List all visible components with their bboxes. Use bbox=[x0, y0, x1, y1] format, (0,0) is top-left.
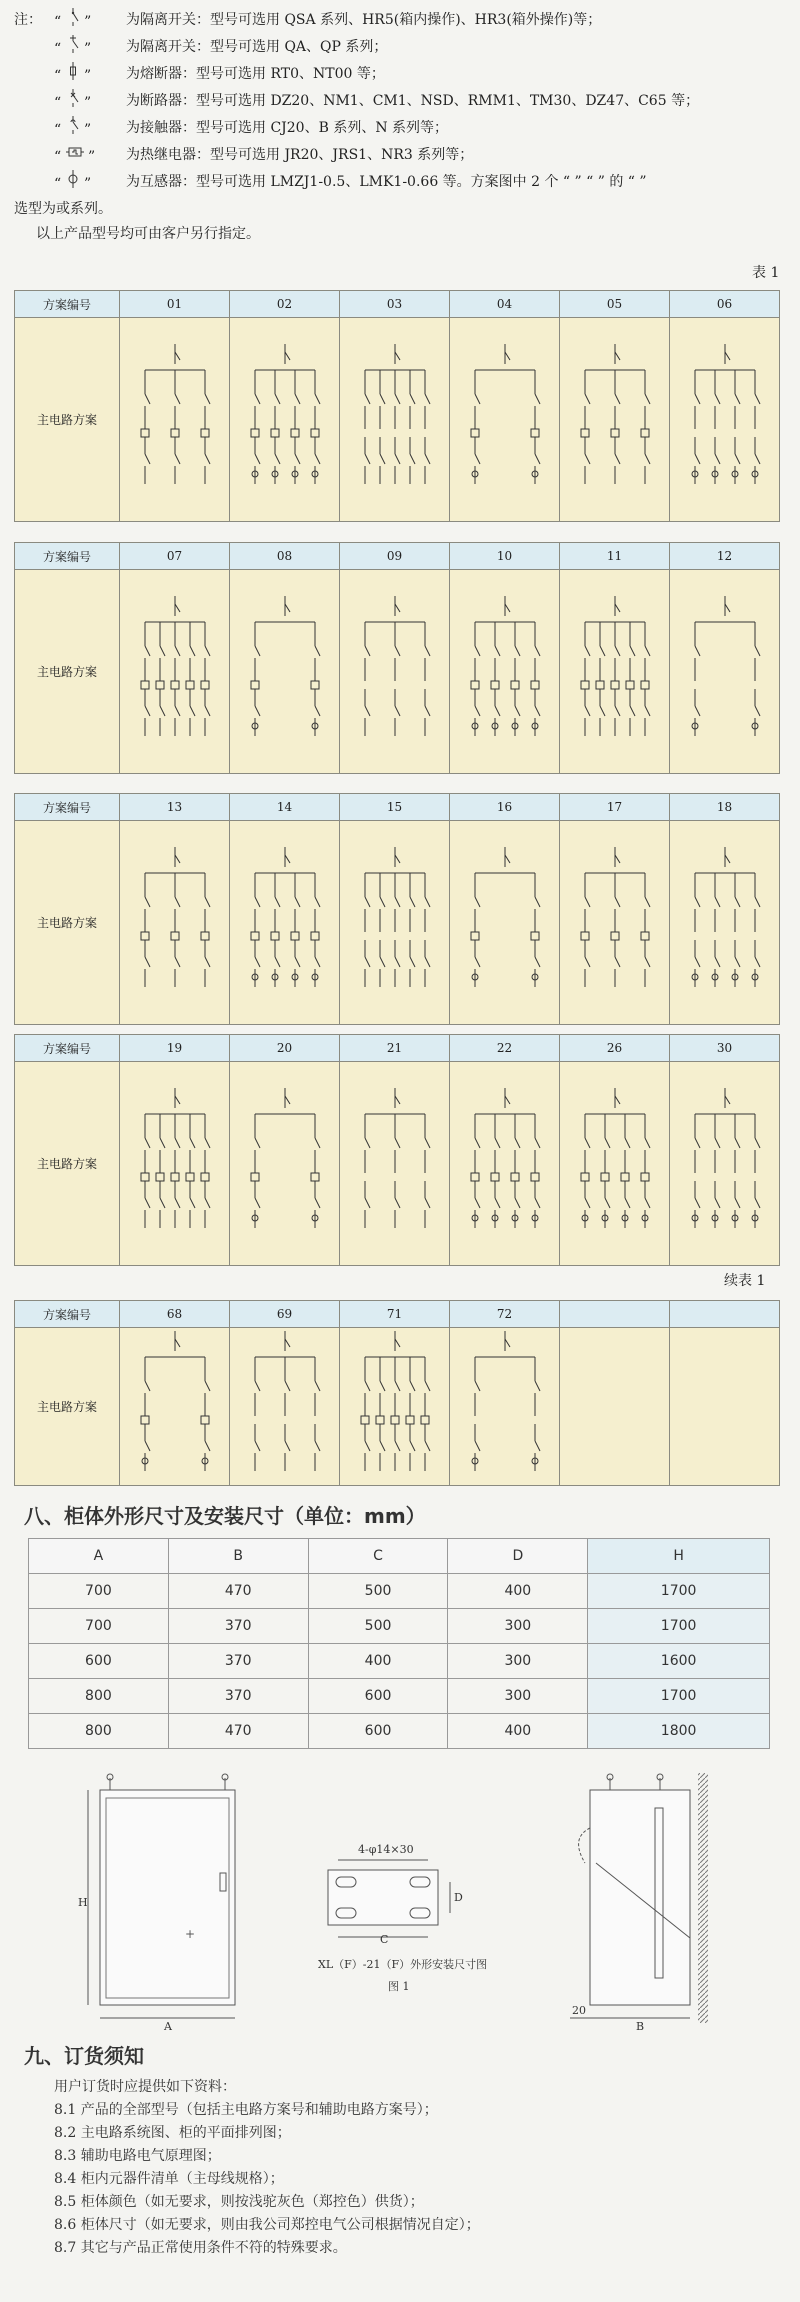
dimension-cell: 1800 bbox=[588, 1714, 770, 1749]
scheme-diagram-cell bbox=[340, 820, 450, 1024]
scheme-table-4 bbox=[14, 1034, 780, 1266]
scheme-code bbox=[560, 1301, 670, 1327]
scheme-diagram-cell bbox=[670, 1327, 779, 1485]
circuit-diagram bbox=[350, 837, 440, 1007]
note-row bbox=[14, 197, 784, 222]
scheme-diagram-cell bbox=[230, 317, 340, 521]
header-c: C bbox=[308, 1539, 448, 1574]
scheme-diagram-cell bbox=[340, 317, 450, 521]
circuit-breaker-icon: “ ” bbox=[54, 95, 92, 111]
note-row bbox=[14, 8, 784, 35]
circuit-diagram bbox=[350, 1078, 440, 1248]
dimension-cell: 400 bbox=[308, 1644, 448, 1679]
circuit-diagram bbox=[570, 334, 660, 504]
order-item: 8.4 柜内元器件清单（主母线规格）； bbox=[54, 2171, 284, 2187]
circuit-diagram bbox=[240, 334, 330, 504]
scheme-code: 16 bbox=[450, 794, 560, 820]
circuit-diagram bbox=[570, 1078, 660, 1248]
scheme-row-label bbox=[15, 1061, 120, 1265]
scheme-body-row bbox=[15, 1327, 779, 1485]
circuit-diagram bbox=[130, 1078, 220, 1248]
scheme-diagram-cell bbox=[340, 569, 450, 773]
scheme-header-label: 方案编号 bbox=[15, 291, 120, 317]
side-view-figure bbox=[560, 1768, 720, 2042]
scheme-header-label: 方案编号 bbox=[15, 1301, 120, 1327]
scheme-code: 68 bbox=[120, 1301, 230, 1327]
dimension-row bbox=[29, 1714, 770, 1749]
order-list bbox=[54, 2076, 480, 2260]
dimension-cell: 300 bbox=[448, 1609, 588, 1644]
dimension-cell: 500 bbox=[308, 1574, 448, 1609]
note-tail-1: 选型为或系列。 bbox=[14, 201, 112, 217]
dimension-row bbox=[29, 1609, 770, 1644]
dim-label-c: C bbox=[380, 1933, 389, 1946]
scheme-diagram-cell bbox=[560, 1327, 670, 1485]
scheme-diagram-cell bbox=[450, 317, 560, 521]
dimension-header-row bbox=[29, 1539, 770, 1574]
order-item: 8.6 柜体尺寸（如无要求，则由我公司郑控电气公司根据情况自定）； bbox=[54, 2217, 480, 2233]
scheme-diagram-cell bbox=[340, 1327, 450, 1485]
fuse-icon: “ ” bbox=[54, 68, 92, 84]
scheme-table-2 bbox=[14, 542, 780, 774]
dimension-cell: 600 bbox=[29, 1644, 169, 1679]
scheme-diagram-cell bbox=[120, 1061, 230, 1265]
scheme-code: 08 bbox=[230, 543, 340, 569]
scheme-code: 01 bbox=[120, 291, 230, 317]
note-row bbox=[14, 222, 784, 247]
scheme-code: 13 bbox=[120, 794, 230, 820]
scheme-code: 06 bbox=[716, 297, 733, 311]
circuit-diagram bbox=[130, 334, 220, 504]
scheme-code: 72 bbox=[450, 1301, 560, 1327]
scheme-diagram-cell bbox=[670, 1061, 779, 1265]
scheme-diagram-cell bbox=[450, 820, 560, 1024]
note-thermal-relay: 为热继电器：型号可选用 JR20、JRS1、NR3 系列等； bbox=[126, 147, 474, 163]
order-item: 8.3 辅助电路电气原理图； bbox=[54, 2148, 221, 2164]
dimension-cell: 700 bbox=[29, 1574, 169, 1609]
scheme-code: 12 bbox=[716, 549, 733, 563]
dimension-cell: 1700 bbox=[588, 1609, 770, 1644]
dimension-cell: 1700 bbox=[588, 1574, 770, 1609]
scheme-diagram-cell bbox=[670, 569, 779, 773]
mounting-plan-figure bbox=[318, 1843, 468, 1949]
note-fuse: 为熔断器：型号可选用 RT0、NT00 等； bbox=[126, 66, 385, 82]
scheme-row-label bbox=[15, 1327, 120, 1485]
dimension-row bbox=[29, 1574, 770, 1609]
scheme-diagram-cell bbox=[450, 569, 560, 773]
scheme-row-label bbox=[15, 569, 120, 773]
dimension-cell: 470 bbox=[168, 1574, 308, 1609]
scheme-code: 17 bbox=[560, 794, 670, 820]
scheme-diagram-cell bbox=[560, 569, 670, 773]
scheme-header-label: 方案编号 bbox=[15, 1035, 120, 1061]
circuit-diagram bbox=[240, 1078, 330, 1248]
scheme-diagram-cell bbox=[230, 1327, 340, 1485]
scheme-code: 14 bbox=[230, 794, 340, 820]
scheme-header-label: 方案编号 bbox=[15, 794, 120, 820]
contactor-icon: “ ” bbox=[54, 122, 92, 138]
note-tail-2: 以上产品型号均可由客户另行指定。 bbox=[36, 226, 260, 242]
note-row bbox=[14, 89, 784, 116]
dimension-cell: 370 bbox=[168, 1644, 308, 1679]
section-8-title: 八、柜体外形尺寸及安装尺寸（单位：mm） bbox=[24, 1504, 426, 1528]
dim-label-h: H bbox=[78, 1896, 88, 1909]
scheme-row-name: 主电路方案 bbox=[36, 664, 97, 679]
scheme-row-label bbox=[15, 820, 120, 1024]
scheme-diagram-cell bbox=[230, 1061, 340, 1265]
scheme-table-1 bbox=[14, 290, 780, 522]
dimension-cell: 370 bbox=[168, 1679, 308, 1714]
scheme-diagram-cell bbox=[120, 569, 230, 773]
scheme-body-row bbox=[15, 1061, 779, 1265]
scheme-diagram-cell bbox=[670, 317, 779, 521]
section-9-title: 九、订货须知 bbox=[24, 2044, 144, 2068]
scheme-diagram-cell bbox=[450, 1061, 560, 1265]
dimension-cell: 800 bbox=[29, 1679, 169, 1714]
scheme-diagram-cell bbox=[560, 317, 670, 521]
scheme-code: 26 bbox=[560, 1035, 670, 1061]
scheme-table-5 bbox=[14, 1300, 780, 1486]
scheme-row-name: 主电路方案 bbox=[36, 1156, 97, 1171]
dimension-cell: 400 bbox=[448, 1574, 588, 1609]
dimension-row bbox=[29, 1644, 770, 1679]
circuit-diagram bbox=[570, 586, 660, 756]
scheme-code: 19 bbox=[120, 1035, 230, 1061]
scheme-code: 69 bbox=[230, 1301, 340, 1327]
dimension-cell: 800 bbox=[29, 1714, 169, 1749]
front-view-figure bbox=[80, 1768, 270, 2042]
notes-block bbox=[14, 8, 784, 247]
dimension-cell: 300 bbox=[448, 1644, 588, 1679]
circuit-diagram bbox=[680, 586, 770, 756]
dimension-row bbox=[29, 1679, 770, 1714]
isolating-switch-icon: “ ” bbox=[54, 8, 126, 35]
dim-label-20: 20 bbox=[572, 2004, 586, 2017]
scheme-row-name: 主电路方案 bbox=[36, 915, 97, 930]
scheme-code: 03 bbox=[340, 291, 450, 317]
dimension-cell: 1600 bbox=[588, 1644, 770, 1679]
scheme-diagram-cell bbox=[560, 820, 670, 1024]
note-row bbox=[14, 62, 784, 89]
order-item: 8.2 主电路系统图、柜的平面排列图； bbox=[54, 2125, 291, 2141]
scheme-body-row bbox=[15, 569, 779, 773]
scheme-diagram-cell bbox=[560, 1061, 670, 1265]
circuit-diagram bbox=[130, 1321, 220, 1491]
scheme-diagram-cell bbox=[450, 1327, 560, 1485]
dimension-cell: 700 bbox=[29, 1609, 169, 1644]
circuit-diagram bbox=[460, 837, 550, 1007]
note-row bbox=[14, 116, 784, 143]
circuit-diagram bbox=[460, 1321, 550, 1491]
order-item: 8.5 柜体颜色（如无要求，则按浅驼灰色（郑控色）供货）； bbox=[54, 2194, 424, 2210]
note-circuit-breaker: 为断路器：型号可选用 DZ20、NM1、CM1、NSD、RMM1、TM30、DZ47、C65 等； bbox=[126, 93, 700, 109]
dimension-cell: 600 bbox=[308, 1714, 448, 1749]
scheme-code bbox=[670, 1301, 779, 1327]
scheme-header-row bbox=[15, 1035, 779, 1062]
scheme-header-row bbox=[15, 291, 779, 318]
thermal-relay-icon: “ ” bbox=[54, 149, 96, 165]
note-row bbox=[14, 143, 784, 170]
scheme-diagram-cell bbox=[230, 569, 340, 773]
header-a: A bbox=[29, 1539, 169, 1574]
dim-label-d: D bbox=[454, 1891, 463, 1904]
dim-label-a: A bbox=[164, 2020, 172, 2033]
header-h: H bbox=[588, 1539, 770, 1574]
circuit-diagram bbox=[570, 837, 660, 1007]
circuit-diagram bbox=[680, 837, 770, 1007]
circuit-diagram bbox=[350, 1321, 440, 1491]
dimension-cell: 370 bbox=[168, 1609, 308, 1644]
circuit-diagram bbox=[240, 1321, 330, 1491]
scheme-body-row bbox=[15, 820, 779, 1024]
note-contactor: 为接触器：型号可选用 CJ20、B 系列、N 系列等； bbox=[126, 120, 449, 136]
table-label: 表 1 bbox=[752, 265, 780, 281]
circuit-diagram bbox=[350, 334, 440, 504]
note-row bbox=[14, 170, 784, 197]
dimension-cell: 470 bbox=[168, 1714, 308, 1749]
scheme-header-row bbox=[15, 794, 779, 821]
scheme-code: 22 bbox=[450, 1035, 560, 1061]
circuit-diagram bbox=[240, 837, 330, 1007]
scheme-code: 10 bbox=[450, 543, 560, 569]
scheme-code: 02 bbox=[230, 291, 340, 317]
scheme-row-name: 主电路方案 bbox=[36, 412, 97, 427]
header-b: B bbox=[168, 1539, 308, 1574]
scheme-diagram-cell bbox=[670, 820, 779, 1024]
figure-number: 图 1 bbox=[388, 1980, 410, 1993]
dimension-cell: 1700 bbox=[588, 1679, 770, 1714]
isolator-icon: “ ” bbox=[54, 41, 92, 57]
scheme-code: 05 bbox=[560, 291, 670, 317]
scheme-table-3 bbox=[14, 793, 780, 1025]
scheme-header-row bbox=[15, 543, 779, 570]
quote-mark: “ bbox=[54, 14, 62, 30]
note-row bbox=[14, 35, 784, 62]
scheme-diagram-cell bbox=[120, 820, 230, 1024]
scheme-code: 07 bbox=[120, 543, 230, 569]
scheme-diagram-cell bbox=[340, 1061, 450, 1265]
note-isolator: 为隔离开关：型号可选用 QA、QP 系列； bbox=[126, 39, 388, 55]
dimension-cell: 500 bbox=[308, 1609, 448, 1644]
scheme-body-row bbox=[15, 317, 779, 521]
circuit-diagram bbox=[680, 1078, 770, 1248]
header-d: D bbox=[448, 1539, 588, 1574]
scheme-code: 09 bbox=[340, 543, 450, 569]
scheme-code: 20 bbox=[230, 1035, 340, 1061]
circuit-diagram bbox=[240, 586, 330, 756]
holes-label: 4-φ14×30 bbox=[358, 1843, 414, 1856]
dim-label-b: B bbox=[636, 2020, 645, 2033]
scheme-diagram-cell bbox=[230, 820, 340, 1024]
order-item: 8.1 产品的全部型号（包括主电路方案号和辅助电路方案号）； bbox=[54, 2102, 438, 2118]
dimension-table bbox=[28, 1538, 770, 1749]
circuit-diagram bbox=[680, 334, 770, 504]
note-prefix: 注： bbox=[14, 12, 42, 28]
order-item: 8.7 其它与产品正常使用条件不符的特殊要求。 bbox=[54, 2240, 347, 2256]
scheme-diagram-cell bbox=[120, 1327, 230, 1485]
circuit-diagram bbox=[130, 586, 220, 756]
note-current-transformer: 为互感器：型号可选用 LMZJ1-0.5、LMK1-0.66 等。方案图中 2 个 “ ” “ ” 的 “ ” bbox=[126, 174, 647, 190]
svg-text:+: + bbox=[185, 1927, 196, 1941]
note-isolating-switch: 为隔离开关：型号可选用 QSA 系列、HR5(箱内操作)、HR3(箱外操作)等； bbox=[126, 12, 602, 28]
order-item: 用户订货时应提供如下资料： bbox=[54, 2079, 236, 2095]
circuit-diagram bbox=[350, 586, 440, 756]
dimension-cell: 400 bbox=[448, 1714, 588, 1749]
scheme-code: 71 bbox=[340, 1301, 450, 1327]
scheme-code: 15 bbox=[340, 794, 450, 820]
circuit-diagram bbox=[130, 837, 220, 1007]
current-transformer-icon: “ ” bbox=[54, 176, 92, 192]
scheme-code: 18 bbox=[716, 800, 733, 814]
circuit-diagram bbox=[460, 586, 550, 756]
dimension-cell: 600 bbox=[308, 1679, 448, 1714]
scheme-header-label: 方案编号 bbox=[15, 543, 120, 569]
scheme-diagram-cell bbox=[120, 317, 230, 521]
table-label-continued: 续表 1 bbox=[724, 1273, 766, 1289]
scheme-code: 30 bbox=[716, 1041, 733, 1055]
circuit-diagram bbox=[460, 1078, 550, 1248]
scheme-code: 21 bbox=[340, 1035, 450, 1061]
dimension-cell: 300 bbox=[448, 1679, 588, 1714]
scheme-row-name: 主电路方案 bbox=[36, 1399, 97, 1414]
figure-caption: XL（F）-21（F）外形安装尺寸图 bbox=[318, 1958, 488, 1971]
scheme-code: 04 bbox=[450, 291, 560, 317]
scheme-code: 11 bbox=[560, 543, 670, 569]
circuit-diagram bbox=[460, 334, 550, 504]
scheme-row-label bbox=[15, 317, 120, 521]
